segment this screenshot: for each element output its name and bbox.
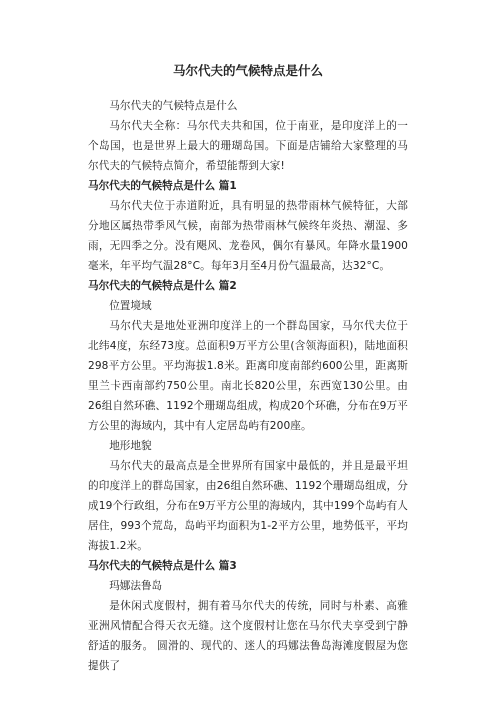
section-3-paragraph-island: 是休闲式度假村，拥有着马尔代夫的传统，同时与朴素、高雅亚洲风情配合得天衣无缝。这个度假村让您在马尔代夫享受到宁静舒适的服务。 圆滑的、现代的、迷人的玛娜法鲁岛海滩度假屋为您提供了 xyxy=(88,600,408,672)
page-title: 马尔代夫的气候特点是什么 xyxy=(172,63,323,78)
section-2-paragraph-location: 马尔代夫是地处亚洲印度洋上的一个群岛国家，马尔代夫位于北纬4度，东经73度。总面积9万平方公里(含领海面积)，陆地面积298平方公里。平均海拔1.8米。距离印度南部约600公里，距离斯里兰卡西南部约750公里。南北长820公里，东西宽130公里。由26组自然环礁、1192个珊瑚岛组成，构成20个环礁，分布在9万平方公里的海域内，其中有人定居岛屿有200座。 xyxy=(88,320,408,432)
section-2-subheading-terrain: 地形地貌 xyxy=(109,440,152,452)
intro-line: 马尔代夫的气候特点是什么 xyxy=(109,100,238,112)
section-2-subheading-location: 位置境域 xyxy=(109,300,152,312)
section-1-paragraph: 马尔代夫位于赤道附近，具有明显的热带雨林气候特征，大部分地区属热带季风气候，南部为热带雨林气候终年炎热、潮湿、多雨，无四季之分。没有飓风、龙卷风，偶尔有暴风。年降水量1900毫米，年平均气温28°C。每年3月至4月份气温最高，达32°C。 xyxy=(88,200,408,272)
section-2-paragraph-terrain: 马尔代夫的最高点是全世界所有国家中最低的，并且是最平坦的印度洋上的群岛国家，由26组自然环礁、1192个珊瑚岛组成，分成19个行政组，分布在9万平方公里的海域内，其中199个岛屿有人居住，993个荒岛，岛屿平均面积为1-2平方公里，地势低平，平均海拔1.2米。 xyxy=(88,460,408,552)
section-3-subheading-island: 玛娜法鲁岛 xyxy=(109,580,163,592)
section-heading-2: 马尔代夫的气候特点是什么 篇2 xyxy=(88,280,237,292)
section-heading-3: 马尔代夫的气候特点是什么 篇3 xyxy=(88,560,237,572)
intro-paragraph: 马尔代夫全称：马尔代夫共和国，位于南亚，是印度洋上的一个岛国，也是世界上最大的珊瑚岛国。下面是店铺给大家整理的马尔代夫的气候特点简介，希望能帮到大家! xyxy=(88,120,408,172)
section-heading-1: 马尔代夫的气候特点是什么 篇1 xyxy=(88,180,237,192)
